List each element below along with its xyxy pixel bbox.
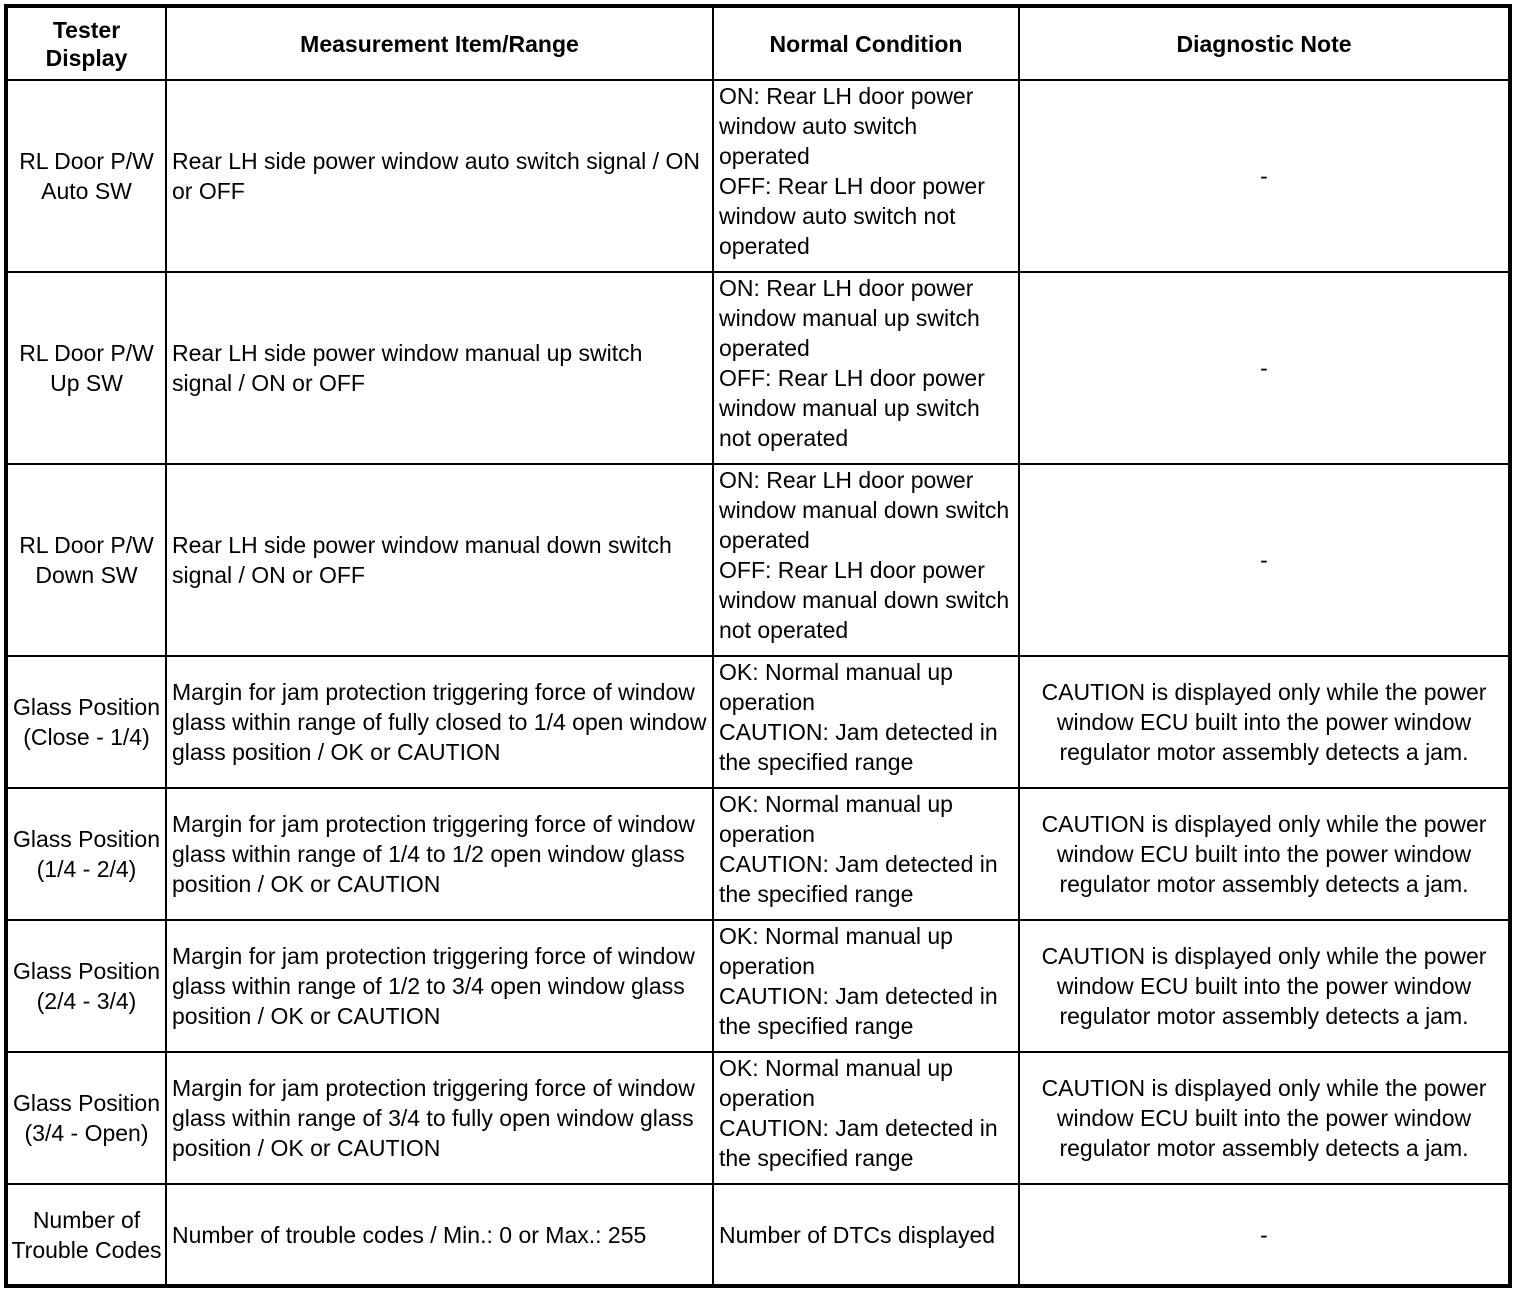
normal-condition-cell: ON: Rear LH door power window auto switch operated OFF: Rear LH door power window auto switch not operated bbox=[713, 80, 1019, 272]
diagnostic-note-cell: - bbox=[1019, 80, 1510, 272]
header-measurement-item: Measurement Item/Range bbox=[166, 6, 713, 80]
measurement-cell: Rear LH side power window manual up switch signal / ON or OFF bbox=[166, 272, 713, 464]
header-tester-display: Tester Display bbox=[6, 6, 166, 80]
normal-condition-cell: OK: Normal manual up operation CAUTION: Jam detected in the specified range bbox=[713, 788, 1019, 920]
table-row bbox=[6, 80, 1510, 272]
table-row bbox=[6, 464, 1510, 656]
tester-display-cell: RL Door P/W Down SW bbox=[6, 464, 166, 656]
diagnostic-note-cell: CAUTION is displayed only while the power window ECU built into the power window regulator motor assembly detects a jam. bbox=[1019, 656, 1510, 788]
tester-display-cell: RL Door P/W Auto SW bbox=[6, 80, 166, 272]
normal-condition-cell: Number of DTCs displayed bbox=[713, 1184, 1019, 1286]
measurement-cell: Rear LH side power window manual down switch signal / ON or OFF bbox=[166, 464, 713, 656]
diagnostic-note-cell: - bbox=[1019, 464, 1510, 656]
normal-condition-cell: OK: Normal manual up operation CAUTION: Jam detected in the specified range bbox=[713, 920, 1019, 1052]
normal-condition-cell: ON: Rear LH door power window manual up switch operated OFF: Rear LH door power window manual up switch not operated bbox=[713, 272, 1019, 464]
header-diagnostic-note: Diagnostic Note bbox=[1019, 6, 1510, 80]
table-row bbox=[6, 656, 1510, 788]
diagnostic-note-cell: CAUTION is displayed only while the power window ECU built into the power window regulator motor assembly detects a jam. bbox=[1019, 1052, 1510, 1184]
table-row bbox=[6, 1184, 1510, 1286]
diagnostic-note-cell: - bbox=[1019, 1184, 1510, 1286]
header-normal-condition: Normal Condition bbox=[713, 6, 1019, 80]
diagnostic-note-cell: - bbox=[1019, 272, 1510, 464]
diagnostic-note-cell: CAUTION is displayed only while the power window ECU built into the power window regulator motor assembly detects a jam. bbox=[1019, 920, 1510, 1052]
data-list-table bbox=[4, 4, 1512, 1288]
table-row bbox=[6, 1052, 1510, 1184]
header-row bbox=[6, 6, 1510, 80]
normal-condition-cell: ON: Rear LH door power window manual down switch operated OFF: Rear LH door power window manual down switch not operated bbox=[713, 464, 1019, 656]
normal-condition-cell: OK: Normal manual up operation CAUTION: Jam detected in the specified range bbox=[713, 656, 1019, 788]
tester-display-cell: Glass Position (3/4 - Open) bbox=[6, 1052, 166, 1184]
measurement-cell: Margin for jam protection triggering force of window glass within range of 1/4 to 1/2 open window glass position / OK or CAUTION bbox=[166, 788, 713, 920]
tester-display-cell: Glass Position (2/4 - 3/4) bbox=[6, 920, 166, 1052]
measurement-cell: Rear LH side power window auto switch signal / ON or OFF bbox=[166, 80, 713, 272]
table-row bbox=[6, 788, 1510, 920]
diagnostic-note-cell: CAUTION is displayed only while the power window ECU built into the power window regulator motor assembly detects a jam. bbox=[1019, 788, 1510, 920]
measurement-cell: Margin for jam protection triggering force of window glass within range of 1/2 to 3/4 open window glass position / OK or CAUTION bbox=[166, 920, 713, 1052]
normal-condition-cell: OK: Normal manual up operation CAUTION: Jam detected in the specified range bbox=[713, 1052, 1019, 1184]
tester-display-cell: Number of Trouble Codes bbox=[6, 1184, 166, 1286]
measurement-cell: Number of trouble codes / Min.: 0 or Max.: 255 bbox=[166, 1184, 713, 1286]
tester-display-cell: RL Door P/W Up SW bbox=[6, 272, 166, 464]
measurement-cell: Margin for jam protection triggering force of window glass within range of fully closed to 1/4 open window glass position / OK or CAUTION bbox=[166, 656, 713, 788]
measurement-cell: Margin for jam protection triggering force of window glass within range of 3/4 to fully open window glass position / OK or CAUTION bbox=[166, 1052, 713, 1184]
table-row bbox=[6, 272, 1510, 464]
tester-display-cell: Glass Position (Close - 1/4) bbox=[6, 656, 166, 788]
table-row bbox=[6, 920, 1510, 1052]
tester-display-cell: Glass Position (1/4 - 2/4) bbox=[6, 788, 166, 920]
